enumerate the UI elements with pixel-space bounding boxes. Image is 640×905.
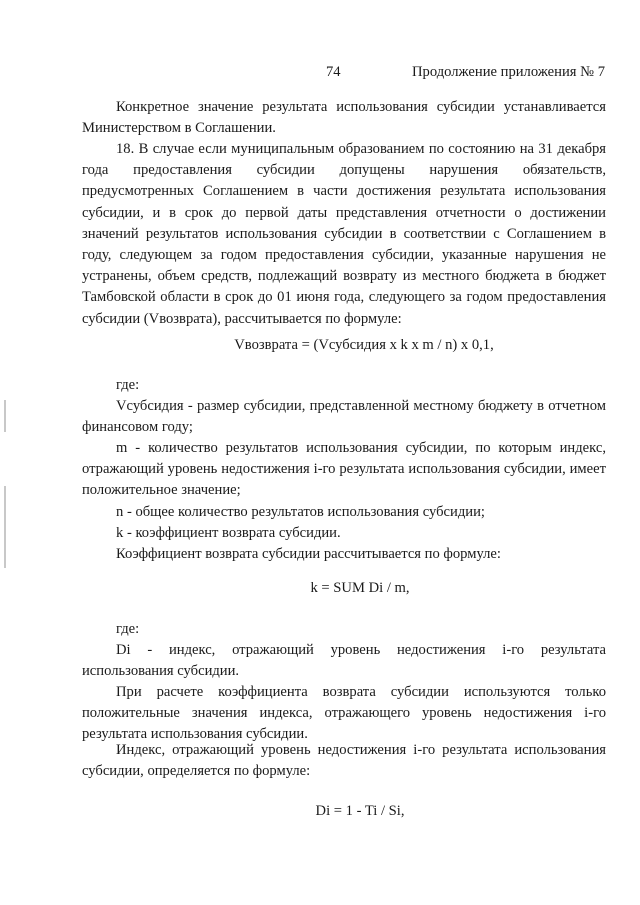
definition-k: k - коэффициент возврата субсидии. [116,525,341,541]
paragraph-positive-values: При расчете коэффициента возврата субсидии используются только положительные значения индекса, отражающего уровень недостижения i-го результата использования субсидии. [82,684,606,743]
paragraph-value-set: Конкретное значение результата использования субсидии устанавливается Министерством в Соглашении. [82,99,606,137]
appendix-header: Продолжение приложения № 7 [412,64,605,80]
where-label: где: [116,621,140,637]
paragraph-k-intro: Коэффициент возврата субсидии рассчитывается по формуле: [116,546,501,562]
definition-di: Di - индекс, отражающий уровень недостижения i-го результата использования субсидии. [82,642,606,680]
page-number: 74 [326,64,341,80]
margin-scan-mark [4,400,6,432]
formula-return-volume: Vвозврата = (Vсубсидия x k x m / n) x 0,1, [234,337,494,353]
formula-di: Di = 1 - Ti / Si, [315,803,405,819]
where-label: где: [116,377,140,393]
definition-v-subsidy: Vсубсидия - размер субсидии, представленной местному бюджету в отчетном финансовом году; [82,398,606,436]
paragraph-18: 18. В случае если муниципальным образованием по состоянию на 31 декабря года предоставления субсидии допущены нарушения обязательств, предусмотренных Соглашением в части достижения результата использования субсидии, и в срок до первой даты представления отчетности о достижении значений результатов использования субсидии в соответствии с Соглашением в году, следующем за годом предоставления субсидии, указанные нарушения не устранены, объем средств, подлежащий возврату из местного бюджета в бюджет Тамбовской области в срок до 01 июня года, следующего за годом предоставления субсидии (Vвозврата), рассчитывается по формуле: [82,141,606,327]
formula-k: k = SUM Di / m, [310,580,410,596]
paragraph-index-formula: Индекс, отражающий уровень недостижения i-го результата использования субсидии, определяется по формуле: [82,742,606,780]
definition-n: n - общее количество результатов использования субсидии; [116,504,485,520]
definition-m: m - количество результатов использования субсидии, по которым индекс, отражающий уровень недостижения i-го результата использования субсидии, имеет положительное значение; [82,440,606,499]
margin-scan-mark [4,486,6,568]
